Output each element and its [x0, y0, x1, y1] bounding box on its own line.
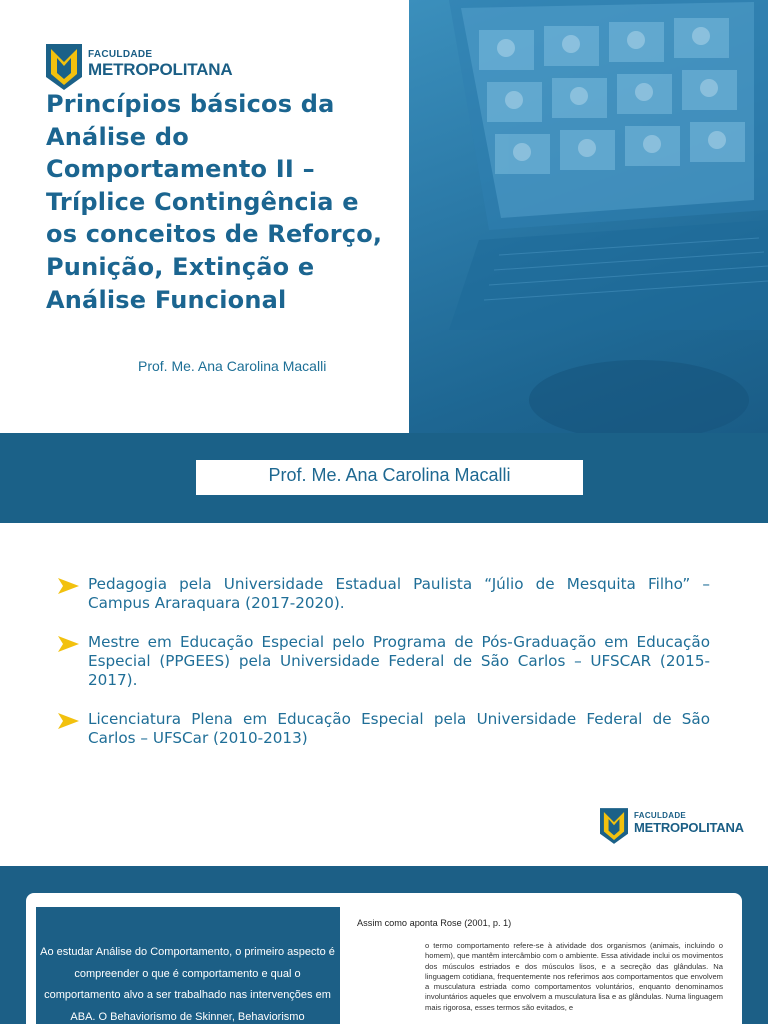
logo-small-text: FACULDADE [88, 49, 153, 60]
intro-text: Ao estudar Análise do Comportamento, o primeiro aspecto é compreender o que é comportamento e qual o comportamento alvo a ser trabalhado nas intervenções em ABA. O Behaviorismo de Skinner, Behaviorismo [40, 946, 335, 1023]
arrow-bullet-icon [58, 713, 79, 729]
logo-wordmark [634, 812, 744, 834]
faculdade-metropolitana-logo [46, 44, 246, 92]
laptop-illustration [409, 0, 768, 433]
credential-text: Licenciatura Plena em Educação Especial pela Universidade Federal de São Carlos – UFSCar (2010-2013) [88, 710, 710, 747]
presentation-author: Prof. Me. Ana Carolina Macalli [138, 358, 327, 374]
credential-text: Pedagogia pela Universidade Estadual Paulista “Júlio de Mesquita Filho” – Campus Araraquara (2017-2020). [88, 575, 710, 612]
quote-heading: Assim como aponta Rose (2001, p. 1) [357, 918, 512, 928]
logo-big-text: METROPOLITANA [634, 820, 744, 835]
credential-item-licenciatura [58, 710, 710, 748]
credentials-list [58, 575, 710, 768]
author-slide [0, 433, 768, 866]
logo-wordmark [88, 50, 232, 78]
credential-text: Mestre em Educação Especial pelo Programa de Pós-Graduação em Educação Especial (PPGEES) pela Universidade Federal de São Carlos – UFSCAR (2015-2017). [88, 633, 710, 689]
credential-item-pedagogia [58, 575, 710, 613]
arrow-bullet-icon [58, 578, 79, 594]
shield-m-icon [46, 44, 82, 90]
author-header-band [0, 433, 768, 523]
behavior-definition-slide [0, 866, 768, 1024]
laptop-video-call-photo [409, 0, 768, 433]
logo-big-text: METROPOLITANA [88, 60, 233, 79]
arrow-bullet-icon [58, 636, 79, 652]
faculdade-metropolitana-logo-small [600, 808, 744, 844]
credential-item-mestrado [58, 633, 710, 690]
title-slide [0, 0, 768, 433]
author-name-box: Prof. Me. Ana Carolina Macalli [196, 460, 583, 495]
presentation-title: Princípios básicos da Análise do Comportamento II – Tríplice Contingência e os conceitos de Reforço, Punição, Extinção e Análise Funcional [46, 90, 383, 314]
shield-m-icon [600, 808, 628, 844]
logo-small-text: FACULDADE [634, 811, 687, 820]
quote-body: o termo comportamento refere-se à atividade dos organismos (animais, incluindo o homem), que mantêm intercâmbio com o ambiente. Essa atividade inclui os movimentos dos músculos estriados e dos músculos lisos, e a secreção das glândulas. Na linguagem cotidiana, frequentemente nos referimos aos comportamentos que envolvem a musculatura estriada como comportamentos voluntários, enquanto denominamos involuntários aqueles que envolvem a musculatura lisa e as glândulas. Numa linguagem mais rigorosa, esses termos são evitados, e [425, 941, 723, 1012]
